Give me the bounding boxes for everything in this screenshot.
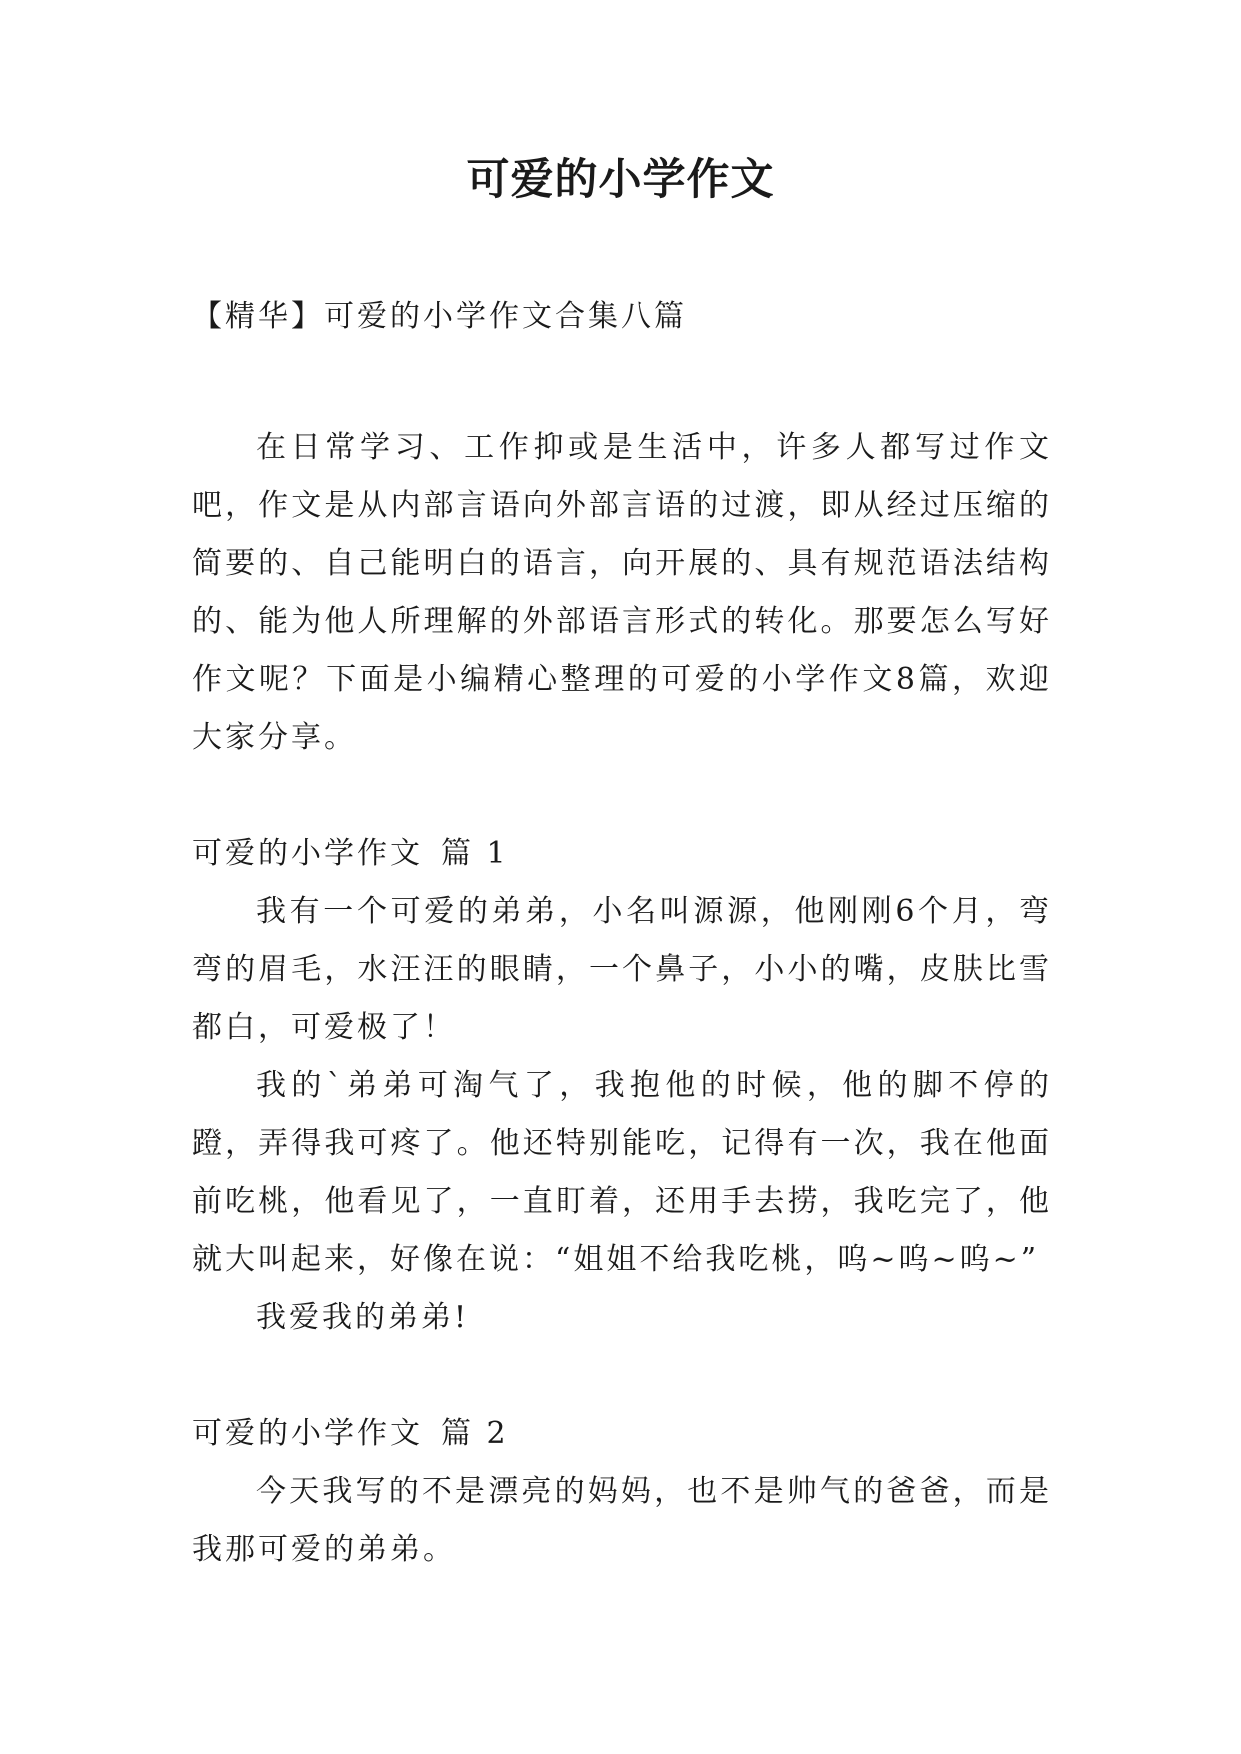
intro-paragraph: 在日常学习、工作抑或是生活中，许多人都写过作文吧，作文是从内部言语向外部言语的过渡，即从经过压缩的简要的、自己能明白的语言，向开展的、具有规范语法结构的、能为他人所理解的外部语言形式的转化。那要怎么写好作文呢？下面是小编精心整理的可爱的小学作文8篇，欢迎大家分享。 (192, 430, 1052, 755)
section-2 (192, 1405, 1052, 1579)
body-paragraph: 今天我写的不是漂亮的妈妈，也不是帅气的爸爸，而是我那可爱的弟弟。 (192, 1474, 1052, 1567)
body-paragraph: 我有一个可爱的弟弟，小名叫源源，他刚刚6个月，弯弯的眉毛，水汪汪的眼睛，一个鼻子，小小的嘴，皮肤比雪都白，可爱极了！ (192, 894, 1052, 1045)
document-title: 可爱的小学作文 (466, 155, 775, 205)
section-heading (192, 1405, 1052, 1463)
section-heading-text: 可爱的小学作文 (192, 836, 423, 871)
section-number: 篇 1 (441, 836, 509, 871)
document-subtitle: 【精华】可爱的小学作文合集八篇 (192, 299, 687, 334)
section-heading-text: 可爱的小学作文 (192, 1416, 423, 1451)
section-1 (192, 825, 1052, 1347)
body-paragraph: 我爱我的弟弟! (256, 1300, 470, 1335)
document-body (192, 288, 1052, 1579)
section-heading (192, 825, 1052, 883)
section-number: 篇 2 (441, 1416, 509, 1451)
body-paragraph: 我的`弟弟可淘气了，我抱他的时候，他的脚不停的蹬，弄得我可疼了。他还特别能吃，记得有一次，我在他面前吃桃，他看见了，一直盯着，还用手去捞，我吃完了，他就大叫起来，好像在说：“姐姐不给我吃桃，呜~呜~呜~” (192, 1068, 1052, 1277)
